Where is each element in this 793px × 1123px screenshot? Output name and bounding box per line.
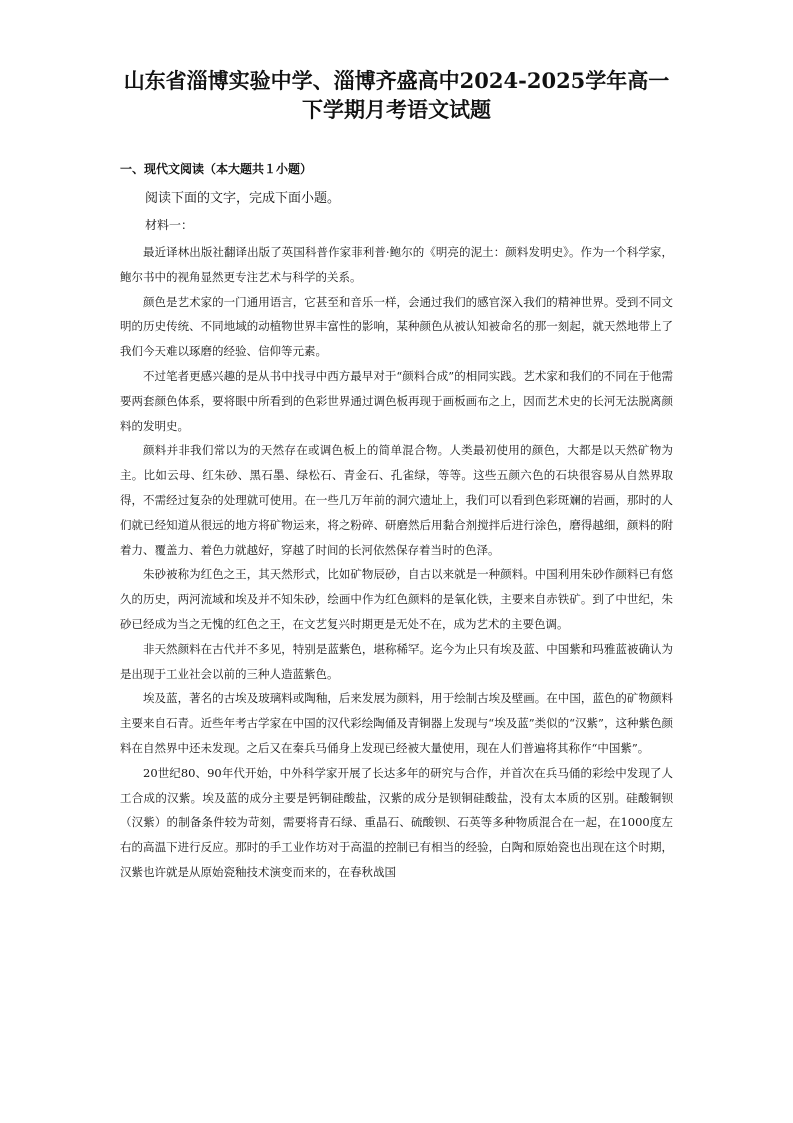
material-label: 材料一： — [145, 218, 194, 232]
reading-instruction: 阅读下面的文字，完成下面小题。 — [145, 191, 341, 206]
article-paragraph: 颜料并非我们常以为的天然存在或调色板上的简单混合物。人类最初使用的颜色，大都是以天然矿物为主。比如云母、红朱砂、黑石墨、绿松石、青金石、孔雀绿，等等。这些五颜六色的石块很容易从自然界取得，不需经过复杂的处理就可使用。在一些几万年前的洞穴遗址上，我们可以看到色彩斑斓的岩画，那时的人们就已经知道从很远的地方将矿物运来，将之粉碎、研磨然后用黏合剂搅拌后进行涂色，磨得越细，颜料的附着力、覆盖力、着色力就越好，穿越了时间的长河依然保存着当时的色泽。 — [120, 443, 673, 557]
article-paragraph: 最近译林出版社翻译出版了英国科普作家菲利普·鲍尔的《明亮的泥土：颜料发明史》。作为一个科学家，鲍尔书中的视角显然更专注艺术与科学的关系。 — [120, 245, 673, 284]
article-paragraph: 颜色是艺术家的一门通用语言，它甚至和音乐一样，会通过我们的感官深入我们的精神世界。受到不同文明的历史传统、不同地域的动植物世界丰富性的影响，某种颜色从被认知被命名的那一刻起，就天然地带上了我们今天难以琢磨的经验、信仰等元素。 — [120, 294, 673, 359]
article-body — [120, 240, 673, 885]
article-paragraph: 埃及蓝，著名的古埃及玻璃料或陶釉，后来发展为颜料，用于绘制古埃及壁画。在中国，蓝色的矿物颜料主要来自石青。近些年考古学家在中国的汉代彩绘陶俑及青铜器上发现与“埃及蓝”类似的“汉紫”，这种紫色颜料在自然界中还未发现。之后又在秦兵马俑身上发现已经被大量使用，现在人们普遍将其称作“中国紫”。 — [120, 691, 673, 755]
document-title-line-2: 下学期月考语文试题 — [302, 97, 491, 122]
article-paragraph: 非天然颜料在古代并不多见，特别是蓝紫色，堪称稀罕。迄今为止只有埃及蓝、中国紫和玛雅蓝被确认为是出现于工业社会以前的三种人造蓝紫色。 — [120, 641, 673, 681]
document-title-line-1: 山东省淄博实验中学、淄博齐盛高中2024-2025学年高一 — [123, 68, 670, 93]
article-paragraph: 20世纪80、90年代开始，中外科学家开展了长达多年的研究与合作，并首次在兵马俑的彩绘中发现了人工合成的汉紫。埃及蓝的成分主要是钙铜硅酸盐，汉紫的成分是钡铜硅酸盐，没有太本质的区别。硅酸铜钡（汉紫）的制备条件较为苛刻，需要将青石绿、重晶石、硫酸钡、石英等多种物质混合在一起，在1000度左右的高温下进行反应。那时的手工业作坊对于高温的控制已有相当的经验，白陶和原始瓷也出现在这个时期，汉紫也许就是从原始瓷釉技术演变而来的，在春秋战国 — [120, 765, 673, 879]
section-heading: 一、现代文阅读（本大题共１小题） — [120, 162, 313, 176]
article-paragraph: 不过笔者更感兴趣的是从书中找寻中西方最早对于“颜料合成”的相同实践。艺术家和我们的不同在于他需要两套颜色体系，要将眼中所看到的色彩世界通过调色板再现于画板画布之上，因而艺术史的长河无法脱离颜料的发明史。 — [120, 368, 673, 433]
article-paragraph: 朱砂被称为红色之王，其天然形式，比如矿物辰砂，自古以来就是一种颜料。中国利用朱砂作颜料已有悠久的历史，两河流域和埃及并不知朱砂，绘画中作为红色颜料的是氧化铁，主要来自赤铁矿。到了中世纪，朱砂已经成为当之无愧的红色之王，在文艺复兴时期更是无处不在，成为艺术的主要色调。 — [120, 567, 673, 631]
